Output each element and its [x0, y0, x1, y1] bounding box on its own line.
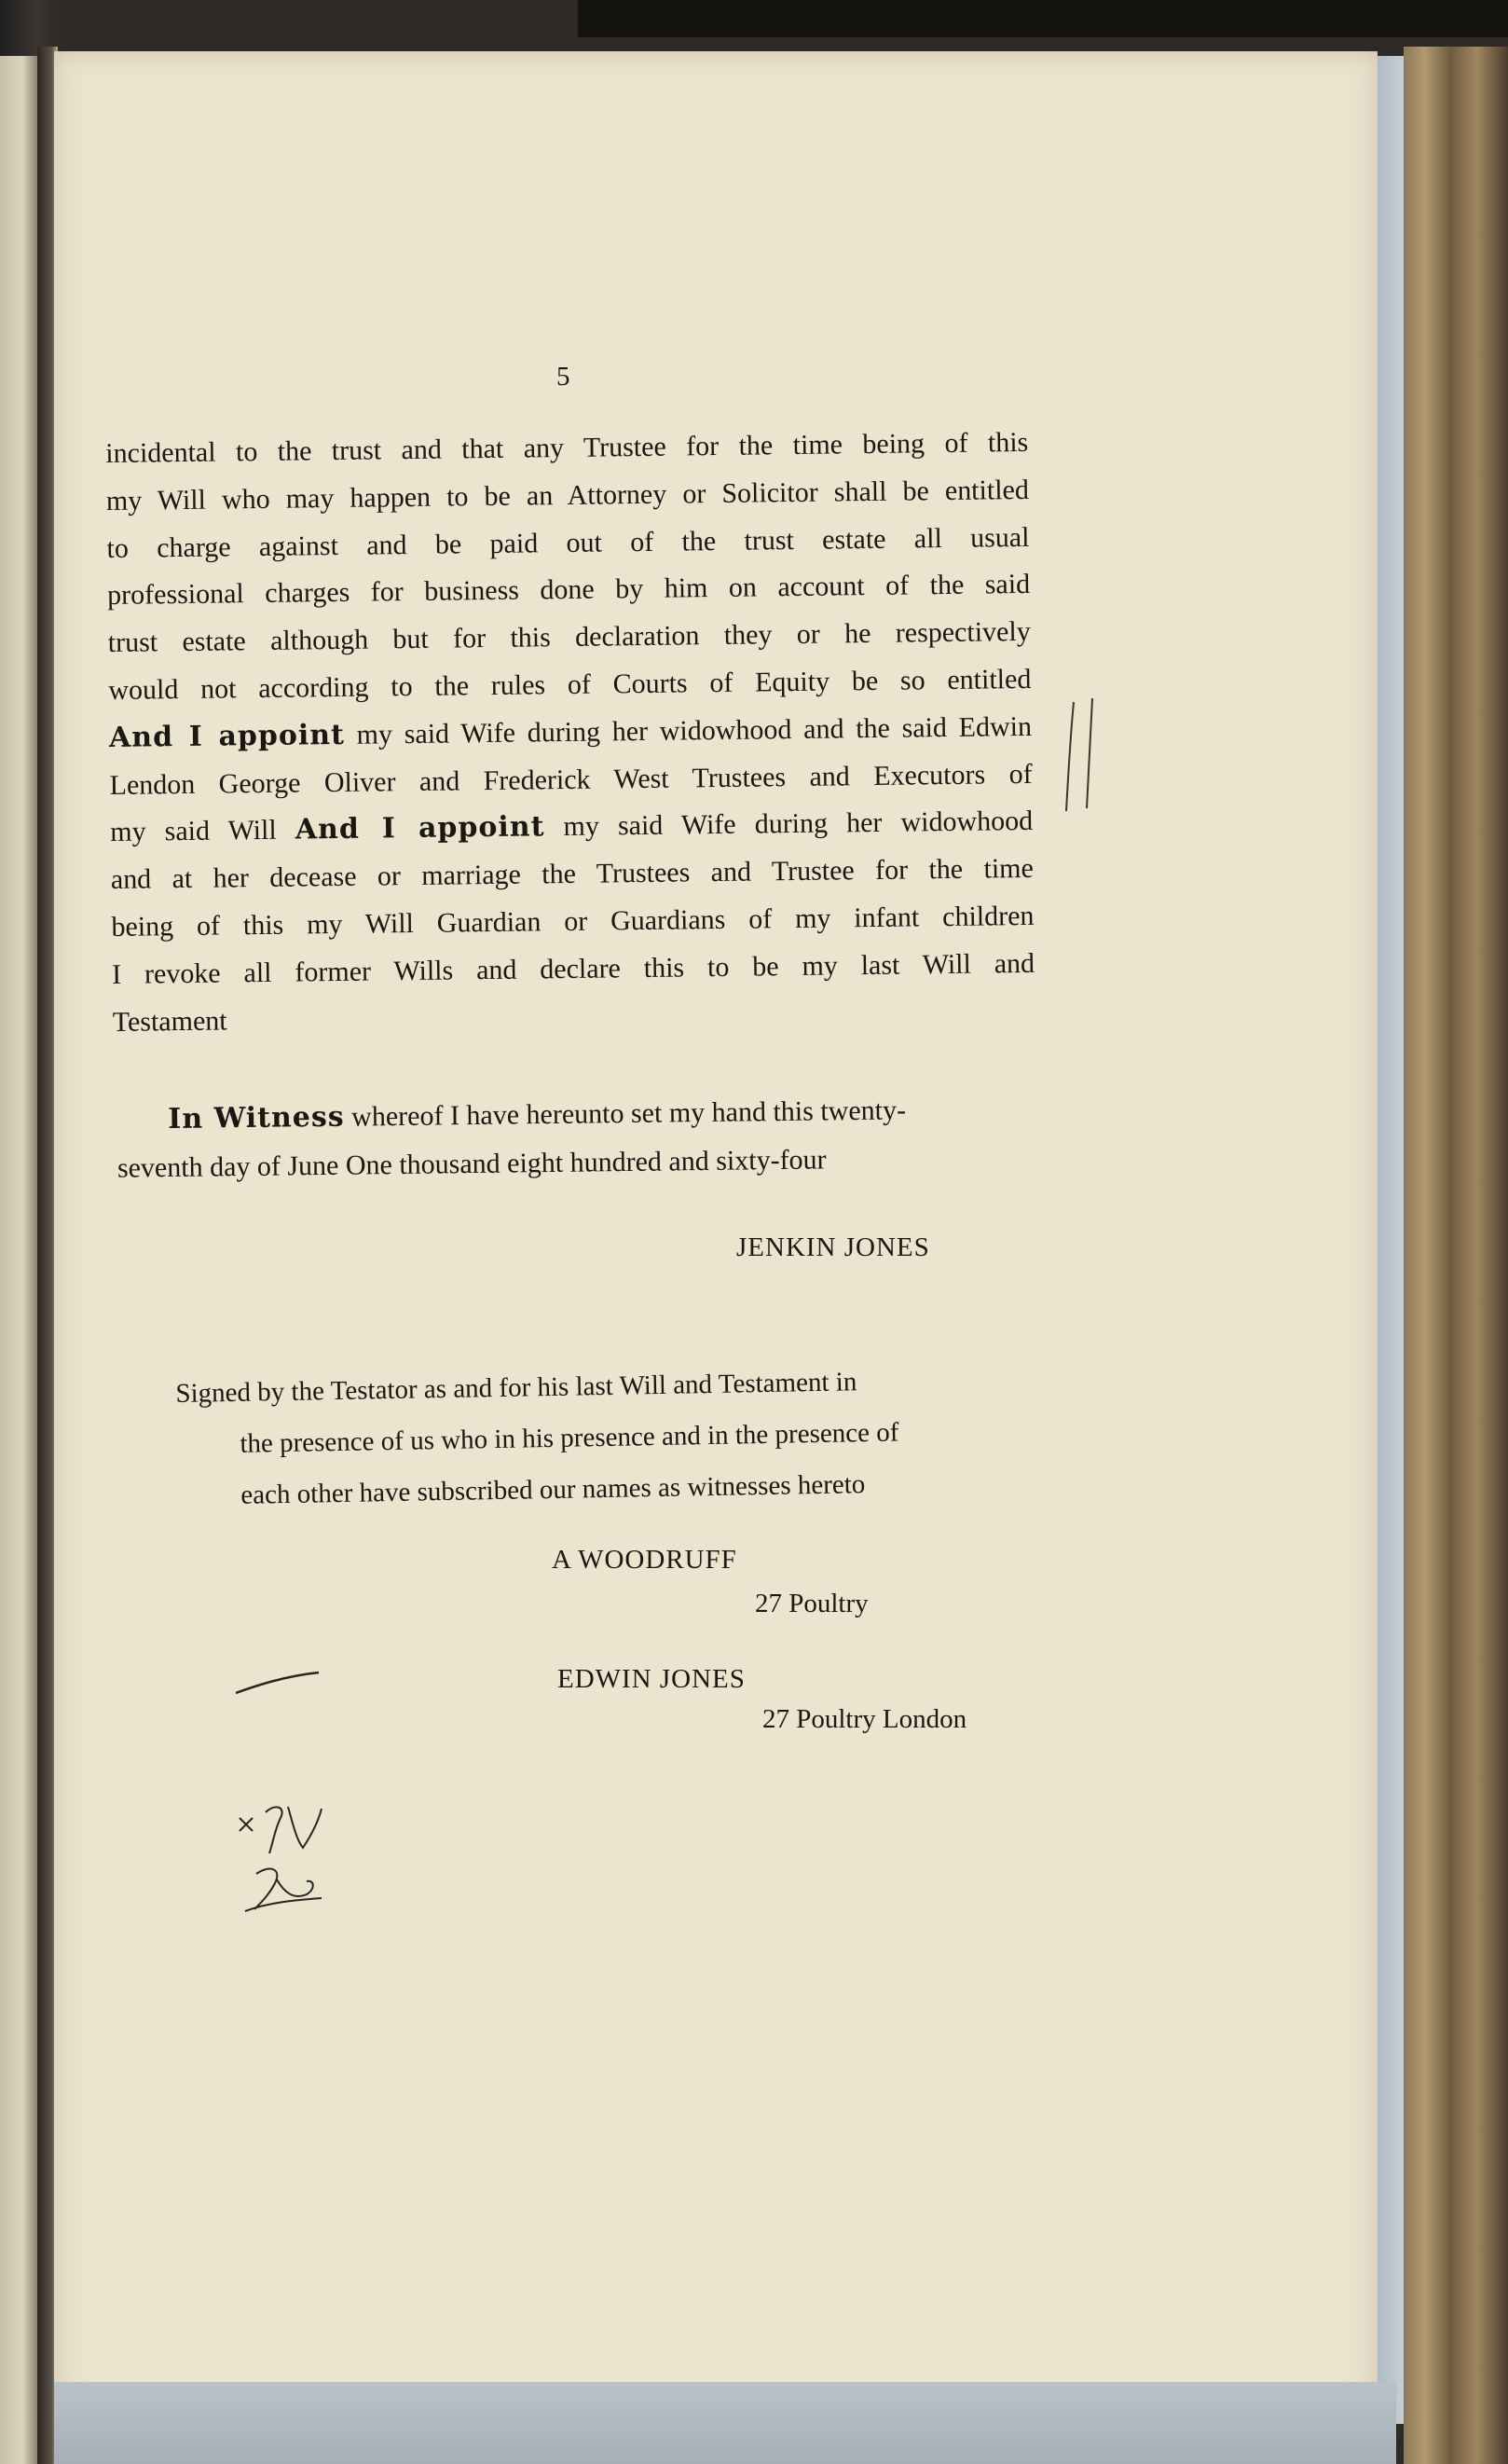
- body-line: being of this my Will Guardian or Guardians of my infant children: [111, 900, 1035, 943]
- witness-line-text: whereof I have hereunto set my hand this twenty-: [344, 1094, 907, 1133]
- body-line: trust estate although but for this declaration they or he respectively: [107, 616, 1031, 659]
- witness-2-address: 27 Poultry London: [762, 1704, 967, 1734]
- attestation-line-2: the presence of us who in his presence and in the presence of: [240, 1417, 899, 1459]
- appoint-line-prefix: my said Will: [110, 814, 295, 848]
- witness-line-1: [168, 1094, 906, 1135]
- scan-top-edge: [578, 0, 1508, 37]
- document-page: [54, 51, 1378, 2410]
- pencil-mark: [233, 1667, 326, 1700]
- body-line: professional charges for business done by him on account of the said: [106, 569, 1031, 612]
- will-body-text: [105, 420, 1035, 1046]
- witness-line-2: seventh day of June One thousand eight hundred and sixty-four: [117, 1144, 827, 1184]
- attestation-line-1: Signed by the Testator as and for his last Will and Testament in: [175, 1367, 857, 1409]
- body-line: Testament: [112, 1005, 227, 1038]
- witness-1-address: 27 Poultry: [755, 1589, 869, 1618]
- page-number: 5: [556, 362, 570, 392]
- body-line: my Will who may happen to be an Attorney or Solicitor shall be entitled: [105, 474, 1030, 516]
- gothic-phrase: And I appoint: [108, 718, 346, 754]
- gothic-phrase: In Witness: [168, 1100, 345, 1136]
- attestation-clause: [175, 1354, 1045, 1522]
- gothic-phrase: And I appoint: [295, 810, 545, 847]
- appoint-line-text: my said Wife during her widowhood: [544, 805, 1034, 843]
- body-line: I revoke all former Wills and declare this to be my last Will and: [111, 947, 1035, 990]
- body-line: and at her decease or marriage the Trustees and Trustee for the time: [110, 853, 1035, 896]
- left-page-edge: [0, 56, 37, 2464]
- handwritten-initials-mark: [228, 1790, 340, 1930]
- body-line: would not according to the rules of Courts of Equity be so entitled: [108, 663, 1032, 706]
- testator-signature: JENKIN JONES: [736, 1232, 930, 1262]
- body-line: to charge against and be paid out of the trust estate all usual: [106, 521, 1030, 564]
- appoint-line-text: my said Wife during her widowhood and the said Edwin: [344, 710, 1033, 750]
- witness-1-name: A WOODRUFF: [552, 1545, 737, 1575]
- witness-clause: [117, 1085, 1035, 1192]
- blue-paper-strip: [1378, 56, 1404, 2424]
- margin-tick-mark: [1053, 695, 1109, 816]
- body-line: incidental to the trust and that any Trustee for the time being of this: [105, 426, 1029, 469]
- witness-2-name: EDWIN JONES: [557, 1664, 746, 1694]
- executors-line: Lendon George Oliver and Frederick West Trustees and Executors of: [109, 758, 1033, 801]
- attestation-line-3: each other have subscribed our names as witnesses hereto: [240, 1469, 866, 1510]
- book-fore-edge: [1404, 47, 1508, 2464]
- bottom-blue-strip: [54, 2382, 1396, 2464]
